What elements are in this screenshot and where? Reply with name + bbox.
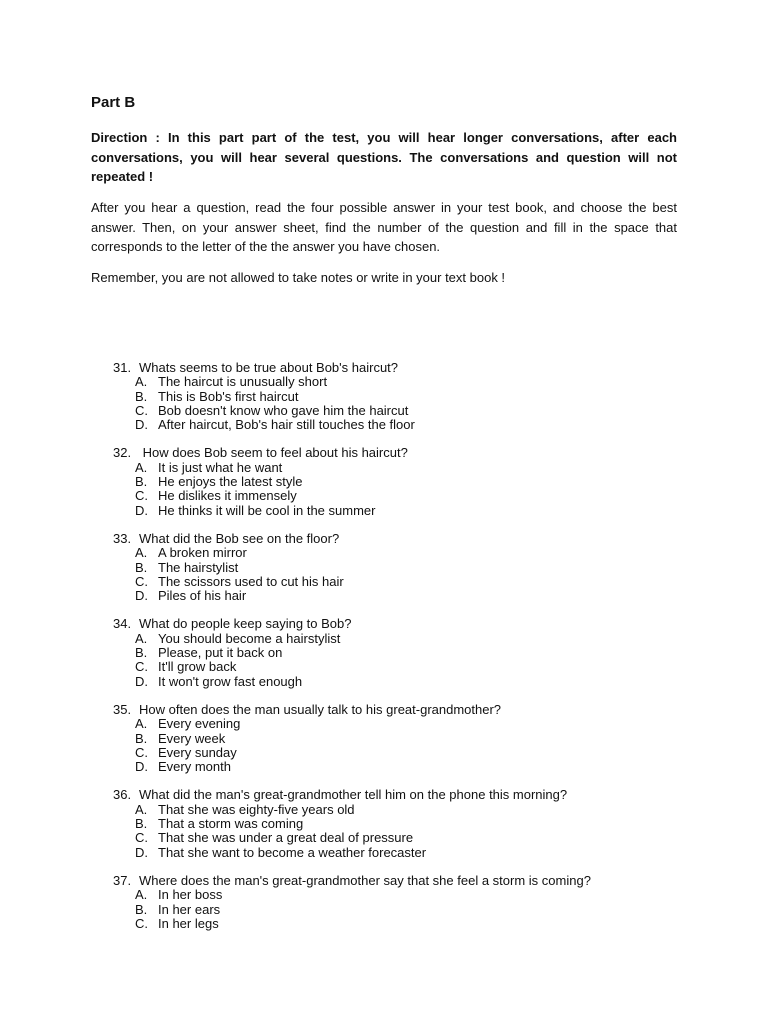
answer-option xyxy=(113,760,673,774)
question-item xyxy=(113,788,673,859)
answer-option xyxy=(113,489,673,503)
option-text: Please, put it back on xyxy=(158,645,283,661)
option-letter: D. xyxy=(135,673,148,689)
option-letter: D. xyxy=(135,588,148,604)
question-number: 32. xyxy=(113,445,132,461)
option-letter: D. xyxy=(135,844,148,860)
option-letter: C. xyxy=(135,402,148,418)
question-line xyxy=(113,361,673,375)
answer-option xyxy=(113,475,673,489)
option-text: In her legs xyxy=(158,915,219,931)
option-letter: D. xyxy=(135,417,148,433)
answer-option xyxy=(113,404,673,418)
question-number: 35. xyxy=(113,701,132,717)
question-text: What do people keep saying to Bob? xyxy=(139,616,352,632)
option-letter: A. xyxy=(135,887,148,903)
answer-option xyxy=(113,717,673,731)
option-text: This is Bob's first haircut xyxy=(158,388,299,404)
question-text: What did the Bob see on the floor? xyxy=(139,530,340,546)
option-letter: C. xyxy=(135,830,148,846)
question-line xyxy=(113,788,673,802)
option-text: Every week xyxy=(158,730,226,746)
answer-option xyxy=(113,903,673,917)
option-letter: A. xyxy=(135,545,148,561)
option-text: You should become a hairstylist xyxy=(158,630,341,646)
answer-option xyxy=(113,546,673,560)
option-letter: D. xyxy=(135,759,148,775)
question-line xyxy=(113,446,673,460)
option-text: It is just what he want xyxy=(158,459,283,475)
option-text: In her ears xyxy=(158,901,221,917)
question-line xyxy=(113,532,673,546)
option-text: The scissors used to cut his hair xyxy=(158,573,344,589)
question-text: How does Bob seem to feel about his haircut? xyxy=(139,445,408,461)
answer-option xyxy=(113,504,673,518)
question-text: How often does the man usually talk to his great-grandmother? xyxy=(139,701,502,717)
answer-option xyxy=(113,831,673,845)
option-letter: A. xyxy=(135,374,148,390)
instructions-paragraph: After you hear a question, read the four possible answer in your test book, and choose the best answer. Then, on your answer sheet, find the number of the question and fill in the space that corresponds to the letter of the the answer you have chosen. xyxy=(91,200,677,254)
option-text: That she was eighty-five years old xyxy=(158,801,355,817)
option-text: It won't grow fast enough xyxy=(158,673,303,689)
option-letter: D. xyxy=(135,502,148,518)
option-text: That a storm was coming xyxy=(158,816,304,832)
question-line xyxy=(113,874,673,888)
option-text: That she want to become a weather forecaster xyxy=(158,844,427,860)
option-letter: B. xyxy=(135,816,148,832)
question-text: What did the man's great-grandmother tell him on the phone this morning? xyxy=(139,787,568,803)
option-letter: B. xyxy=(135,730,148,746)
answer-option xyxy=(113,575,673,589)
option-letter: B. xyxy=(135,645,148,661)
answer-option xyxy=(113,461,673,475)
answer-option xyxy=(113,746,673,760)
answer-option xyxy=(113,803,673,817)
option-text: He enjoys the latest style xyxy=(158,474,303,490)
question-number: 33. xyxy=(113,530,132,546)
answer-option xyxy=(113,888,673,902)
answer-option xyxy=(113,817,673,831)
question-text: Where does the man's great-grandmother say that she feel a storm is coming? xyxy=(139,872,591,888)
option-letter: C. xyxy=(135,488,148,504)
answer-option xyxy=(113,917,673,931)
option-text: Bob doesn't know who gave him the haircut xyxy=(158,402,409,418)
option-text: After haircut, Bob's hair still touches the floor xyxy=(158,417,415,433)
option-text: Every month xyxy=(158,759,231,775)
question-number: 36. xyxy=(113,787,132,803)
answer-option xyxy=(113,561,673,575)
answer-option xyxy=(113,646,673,660)
option-letter: B. xyxy=(135,559,148,575)
option-letter: B. xyxy=(135,901,148,917)
option-letter: A. xyxy=(135,716,148,732)
option-text: Every evening xyxy=(158,716,241,732)
option-letter: A. xyxy=(135,459,148,475)
option-letter: B. xyxy=(135,474,148,490)
option-letter: C. xyxy=(135,744,148,760)
direction-paragraph: Direction : In this part part of the test, you will hear longer conversations, after each conversations, you will hear several questions. The conversations and question will not repeated ! xyxy=(91,130,677,184)
option-text: It'll grow back xyxy=(158,659,237,675)
answer-option xyxy=(113,660,673,674)
option-letter: C. xyxy=(135,573,148,589)
question-item xyxy=(113,874,673,931)
question-number: 37. xyxy=(113,872,132,888)
option-text: In her boss xyxy=(158,887,223,903)
option-text: The hairstylist xyxy=(158,559,239,575)
option-text: That she was under a great deal of pressure xyxy=(158,830,414,846)
option-letter: A. xyxy=(135,630,148,646)
answer-option xyxy=(113,732,673,746)
answer-option xyxy=(113,375,673,389)
question-number: 34. xyxy=(113,616,132,632)
answer-option xyxy=(113,675,673,689)
answer-option xyxy=(113,632,673,646)
option-text: The haircut is unusually short xyxy=(158,374,328,390)
section-heading: Part B xyxy=(91,94,136,111)
question-item xyxy=(113,446,673,517)
question-line xyxy=(113,703,673,717)
option-text: He thinks it will be cool in the summer xyxy=(158,502,376,518)
option-text: Piles of his hair xyxy=(158,588,247,604)
answer-option xyxy=(113,390,673,404)
question-list xyxy=(113,361,673,945)
question-item xyxy=(113,532,673,603)
option-text: Every sunday xyxy=(158,744,237,760)
option-text: He dislikes it immensely xyxy=(158,488,297,504)
question-item xyxy=(113,361,673,432)
question-item xyxy=(113,617,673,688)
option-text: A broken mirror xyxy=(158,545,247,561)
answer-option xyxy=(113,589,673,603)
option-letter: C. xyxy=(135,659,148,675)
option-letter: B. xyxy=(135,388,148,404)
question-line xyxy=(113,617,673,631)
question-number: 31. xyxy=(113,360,132,375)
remember-paragraph: Remember, you are not allowed to take notes or write in your text book ! xyxy=(91,270,506,285)
option-letter: A. xyxy=(135,801,148,817)
question-text: Whats seems to be true about Bob's haircut? xyxy=(139,360,399,375)
answer-option xyxy=(113,418,673,432)
answer-option xyxy=(113,846,673,860)
question-item xyxy=(113,703,673,774)
option-letter: C. xyxy=(135,915,148,931)
